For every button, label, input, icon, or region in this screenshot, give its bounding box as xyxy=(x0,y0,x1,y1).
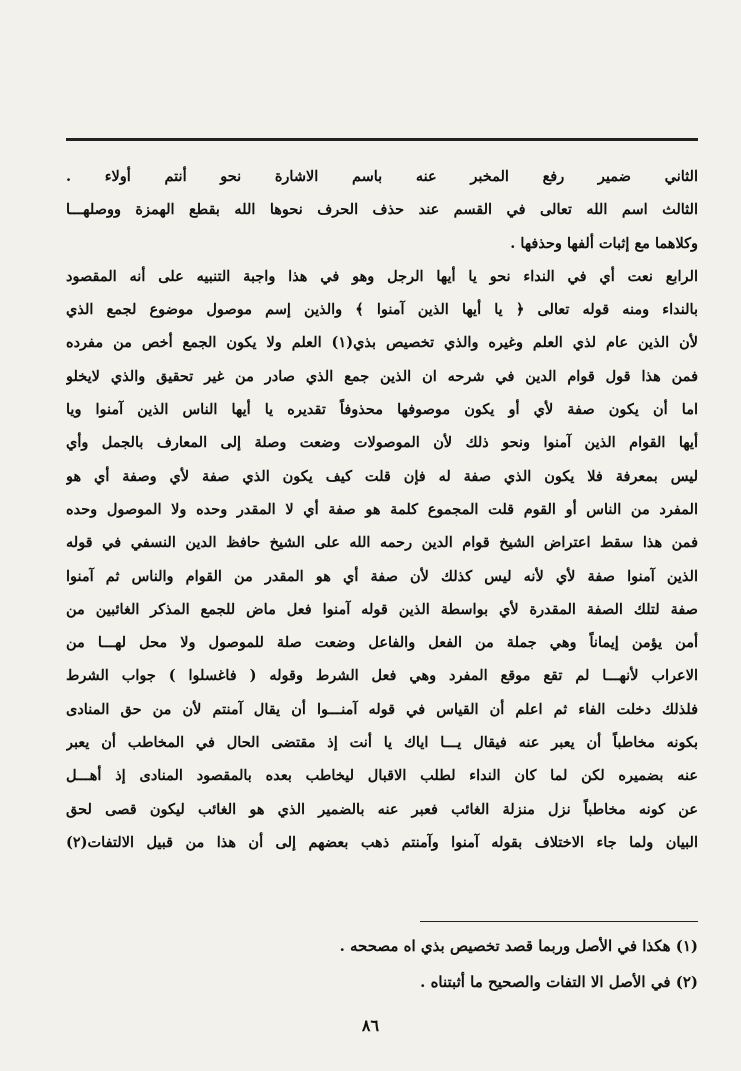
text-line: أيها القوام الذين آمنوا ونحو ذلك لأن الموصولات وضعت وصلة إلى المعارف بالجمل وأي xyxy=(66,434,698,452)
text-line: أمن يؤمن إيماناً وهي جملة من الفعل والفاعل وضعت صلة للموصول ولا محل لهـــا من xyxy=(66,634,698,652)
footnotes xyxy=(200,928,698,1000)
text-line: المفرد من الناس أو القوم قلت المجموع كلمة هو صفة أي لا المقدر وحده ولا الموصول وحده xyxy=(66,500,698,518)
text-line: البيان ولما جاء الاختلاف بقوله آمنوا وآمنتم ذهب بعضهم إلى أن هذا من قبيل الالتفات(٢) xyxy=(66,833,698,851)
text-line: بكونه مخاطباً أن يعبر عنه فيقال يـــا اياك يا أنت إذ مقتضى الحال في المخاطب أن يعبر xyxy=(66,734,698,752)
text-line: الثالث اسم الله تعالى في القسم عند حذف الحرف نحوها الله بقطع الهمزة ووصلهـــا xyxy=(66,201,698,219)
footnote-1: (١) هكذا في الأصل وربما قصد تخصيص بذي اه مصححه . xyxy=(339,937,698,955)
text-line: الرابع نعت أي في النداء نحو يا أيها الرجل وهو في هذا واجبة التنبيه على أنه المقصود xyxy=(66,267,698,285)
footnote-rule xyxy=(420,921,698,922)
text-line: فمن هذا سقط اعتراض الشيخ قوام الدين رحمه الله على الشيخ حافظ الدين النسفي في قوله xyxy=(66,534,698,552)
body-text xyxy=(66,160,698,859)
text-line: الاعراب لأنهـــا لم تقع موقع المفرد وهي فعل الشرط وقوله ( فاغسلوا ) جواب الشرط xyxy=(66,667,698,685)
text-line: فلذلك دخلت الفاء ثم اعلم أن القياس في قوله آمنـــوا أن يقال آمنتم لأن من حق المنادى xyxy=(66,700,698,718)
top-rule xyxy=(66,138,698,141)
text-line: الثاني ضمير رفع المخبر عنه باسم الاشارة نحو أنتم أولاء . xyxy=(66,168,698,185)
text-line: عن كونه مخاطباً نزل منزلة الغائب فعبر عنه بالضمير الذي هو الغائب ليكون قصى لحق xyxy=(66,800,698,818)
text-line: عنه بضميره لكن لما كان النداء لطلب الاقبال ليخاطب بعده بالمقصود المنادى إذ أهـــل xyxy=(66,767,698,785)
footnote-2: (٢) في الأصل الا التفات والصحيح ما أثبتناه . xyxy=(420,973,698,991)
text-line: اما أن يكون صفة لأي أو يكون موصوفها محذوفاً تقديره يا أيها الناس الذين آمنوا ويا xyxy=(66,401,698,419)
text-line: فمن هذا قول قوام الدين في شرحه ان الذين جمع الذي صادر من غير تحقيق والذي لايخلو xyxy=(66,367,698,385)
text-line: ليس بمعرفة فلا يكون الذي صفة له فإن قلت كيف يكون الذي صفة لأي وصفة أي هو xyxy=(66,467,698,485)
text-line: لأن الذين عام لذي العلم وغيره والذي تخصيص بذي(١) العلم ولا يكون الجمع أخص من مفرده xyxy=(66,334,698,352)
text-line: وكلاهما مع إثبات ألفها وحذفها . xyxy=(510,234,698,252)
text-line: صفة لتلك الصفة المقدرة لأي بواسطة الذين قوله آمنوا فعل ماض للجمع المذكر الغائبين من xyxy=(66,600,698,618)
text-line: بالنداء ومنه قوله تعالى ﴿ يا أيها الذين آمنوا ﴾ والذين إسم موصول موضوع لجمع الذي xyxy=(66,301,698,319)
page-number: ٨٦ xyxy=(361,1016,380,1035)
text-line: الذين آمنوا صفة لأي لأنه ليس كذلك لأن صفة أي هو المقدر من القوام والناس ثم آمنوا xyxy=(66,567,698,585)
